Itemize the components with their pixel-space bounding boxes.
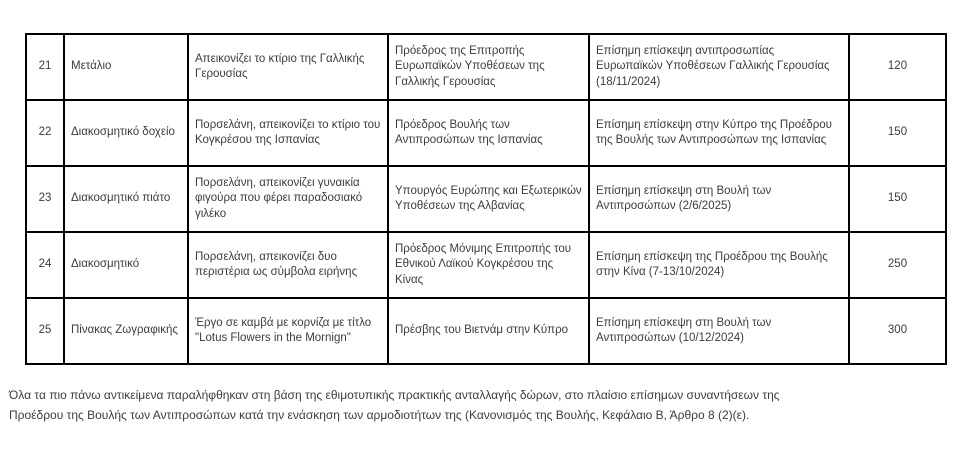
gift-value-cell: 150 [849, 100, 946, 166]
footnote [9, 385, 971, 425]
footnote-line-1: Όλα τα πιο πάνω αντικείμενα παραλήφθηκαν στη βάση της εθιμοτυπικής πρακτικής ανταλλαγής δώρων, στο πλαίσιο επίσημων συναντήσεων της [9, 388, 780, 402]
gift-item-cell: Πίνακας Ζωγραφικής [64, 298, 188, 364]
table-row [26, 298, 946, 364]
gift-donor-cell: Υπουργός Ευρώπης και Εξωτερικών Υποθέσεων της Αλβανίας [388, 166, 589, 232]
gift-value-cell: 150 [849, 166, 946, 232]
gift-donor-cell: Πρόεδρος Μόνιμης Επιτροπής του Εθνικού Λαϊκού Κογκρέσου της Κίνας [388, 232, 589, 298]
footnote-line-2: Προέδρου της Βουλής των Αντιπροσώπων κατά την ενάσκηση των αρμοδιοτήτων της (Κανονισμός της Βουλής, Κεφάλαιο Β, Άρθρο 8 (2)(ε). [9, 408, 750, 422]
table-row [26, 100, 946, 166]
gift-number-cell: 22 [26, 100, 64, 166]
gift-item-cell: Διακοσμητικό [64, 232, 188, 298]
gift-description-cell: Πορσελάνη, απεικονίζει το κτίριο του Κογκρέσου της Ισπανίας [188, 100, 388, 166]
table-row [26, 166, 946, 232]
gift-description-cell: Πορσελάνη, απεικονίζει γυναικία φιγούρα που φέρει παραδοσιακό γιλέκο [188, 166, 388, 232]
gift-occasion-cell: Επίσημη επίσκεψη αντιπροσωπίας Ευρωπαϊκών Υποθέσεων Γαλλικής Γερουσίας (18/11/2024) [589, 34, 849, 100]
gift-occasion-cell: Επίσημη επίσκεψη της Προέδρου της Βουλής στην Κίνα (7-13/10/2024) [589, 232, 849, 298]
table-row [26, 232, 946, 298]
gift-item-cell: Μετάλιο [64, 34, 188, 100]
gift-description-cell: Πορσελάνη, απεικονίζει δυο περιστέρια ως σύμβολα ειρήνης [188, 232, 388, 298]
gift-item-cell: Διακοσμητικό πιάτο [64, 166, 188, 232]
gift-donor-cell: Πρέσβης του Βιετνάμ στην Κύπρο [388, 298, 589, 364]
gift-description-cell: Απεικονίζει το κτίριο της Γαλλικής Γερουσίας [188, 34, 388, 100]
gift-number-cell: 24 [26, 232, 64, 298]
gifts-register-table [25, 33, 947, 365]
gift-number-cell: 25 [26, 298, 64, 364]
gift-occasion-cell: Επίσημη επίσκεψη στη Βουλή των Αντιπροσώπων (2/6/2025) [589, 166, 849, 232]
gift-occasion-cell: Επίσημη επίσκεψη στη Βουλή των Αντιπροσώπων (10/12/2024) [589, 298, 849, 364]
gift-value-cell: 120 [849, 34, 946, 100]
gift-number-cell: 23 [26, 166, 64, 232]
gift-donor-cell: Πρόεδρος Βουλής των Αντιπροσώπων της Ισπανίας [388, 100, 589, 166]
gift-donor-cell: Πρόεδρος της Επιτροπής Ευρωπαϊκών Υποθέσεων της Γαλλικής Γερουσίας [388, 34, 589, 100]
gift-value-cell: 250 [849, 232, 946, 298]
gift-occasion-cell: Επίσημη επίσκεψη στην Κύπρο της Προέδρου της Βουλής των Αντιπροσώπων της Ισπανίας [589, 100, 849, 166]
gift-number-cell: 21 [26, 34, 64, 100]
gift-item-cell: Διακοσμητικό δοχείο [64, 100, 188, 166]
gift-description-cell: Έργο σε καμβά με κορνίζα με τίτλο "Lotus Flowers in the Mornign" [188, 298, 388, 364]
table-row [26, 34, 946, 100]
gift-value-cell: 300 [849, 298, 946, 364]
